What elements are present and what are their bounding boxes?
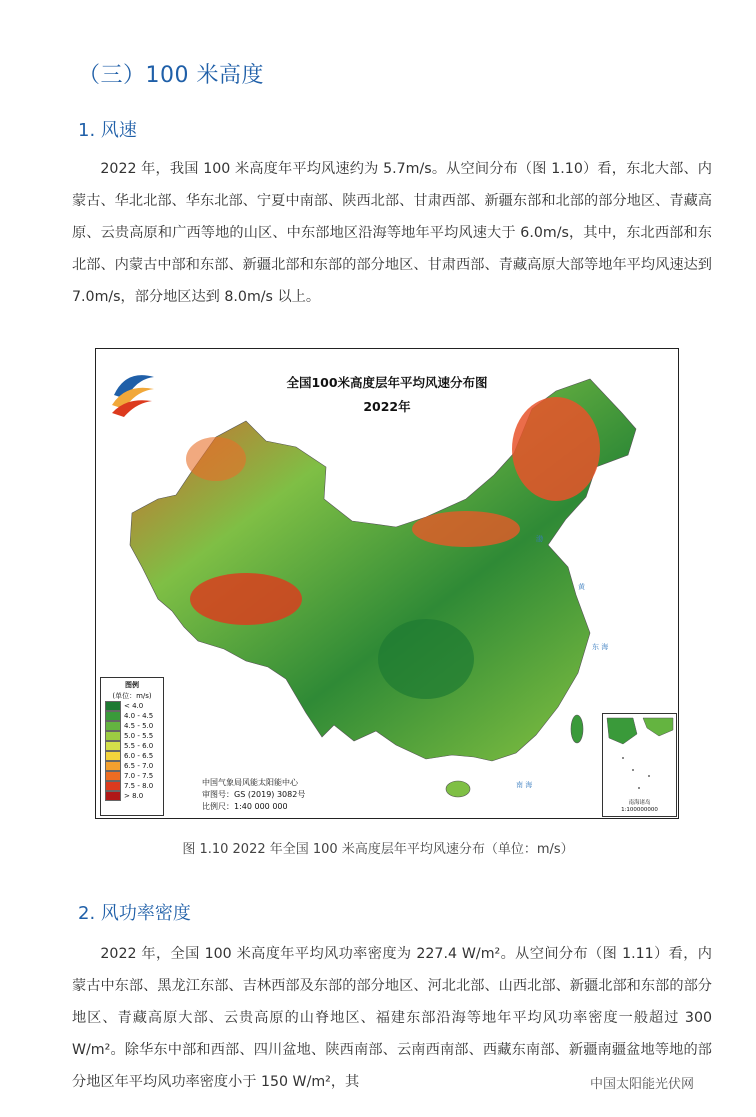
legend-item [105,781,163,791]
east-sea-label: 东 海 [592,643,609,651]
south-sea-label: 南 海 [516,781,533,789]
legend-swatch [105,731,121,741]
credit-scale: 比例尺：1:40 000 000 [202,802,288,811]
legend-swatch [105,721,121,731]
legend-label: 5.5 - 6.0 [124,742,154,750]
hainan-island [446,781,470,797]
wind-speed-heading: 1. 风速 [78,120,137,141]
legend-item [105,761,163,771]
legend-label: > 8.0 [124,792,144,800]
legend-label: 5.0 - 5.5 [124,732,154,740]
wind-speed-text: 2022 年，我国 100 米高度年平均风速约为 5.7m/s。从空间分布（图 1.10）看，东北大部、内蒙古、华北北部、华东北部、宁夏中南部、陕西北部、甘肃西部、新疆东部和北部的部分地区、青藏高原、云贵高原和广西等地的山区、中东部地区沿海等地年平均风速大于 6.0m/s，其中，东北西部和东北部、内蒙古中部和东部、新疆北部和东部的部分地区、甘肃西部、青藏高原大部等地年平均风速达到 7.0m/s，部分地区达到 8.0m/s 以上。 [72,161,712,305]
map-title: 全国100米高度层年平均风速分布图 [286,375,488,390]
low-wind-sichuan [378,619,474,699]
high-wind-inner-mongolia [412,511,520,547]
yellow-sea-label: 黄 [578,583,585,591]
legend-swatch [105,771,121,781]
legend-unit: (单位：m/s) [112,692,152,700]
legend-label: 6.0 - 6.5 [124,752,154,760]
legend-swatch [105,781,121,791]
legend-item [105,791,163,801]
legend-label: 7.5 - 8.0 [124,782,154,790]
legend-label: 6.5 - 7.0 [124,762,154,770]
watermark-text: 中国太阳能光伏网 [590,1077,695,1092]
legend-label: 7.0 - 7.5 [124,772,154,780]
legend-item [105,711,163,721]
credit-org: 中国气象局风能太阳能中心 [202,778,298,787]
high-wind-tibet [190,573,302,625]
legend-swatch [105,701,121,711]
legend-title: 图例 [125,681,139,689]
inset-name: 南海诸岛 [628,800,651,806]
legend-label: 4.0 - 4.5 [124,712,154,720]
legend-label: < 4.0 [124,702,144,710]
power-density-text: 2022 年，全国 100 米高度年平均风功率密度为 227.4 W/m²。从空间分布（图 1.11）看，内蒙古中东部、黑龙江东部、吉林西部及东部的部分地区、河北北部、山西北部、新疆北部和东部的部分地区、青藏高原大部、云贵高原的山脊地区、福建东部沿海等地年平均风功率密度一般超过 300 W/m²。除华东中部和西部、四川盆地、陕西南部、云南西南部、西藏东南部、新疆南疆盆地等地的部分地区年平均风功率密度小于 150 W/m²，其 [72,946,712,1090]
taiwan-island [571,715,583,743]
section-title: （三）100 米高度 [78,63,264,88]
map-year: 2022年 [363,399,411,414]
credit-review: 审图号：GS (2019) 3082号 [202,790,306,799]
wind-speed-map-figure [95,348,679,819]
inset-scale: 1:100000000 [621,807,658,813]
legend-item [105,741,163,751]
figure-caption: 图 1.10 2022 年全国 100 米高度层年平均风速分布（单位：m/s） [182,842,574,857]
wind-speed-paragraph [72,153,712,313]
high-wind-xinjiang [186,437,246,481]
legend-label: 4.5 - 5.0 [124,722,154,730]
inset-label [603,800,676,814]
legend-item [105,721,163,731]
legend-swatch [105,741,121,751]
legend-swatch [105,761,121,771]
bohai-label: 渤 [536,535,543,543]
map-credit [202,777,305,813]
legend-item [105,771,163,781]
map-graphic [96,349,678,818]
power-density-heading: 2. 风功率密度 [78,903,191,924]
legend-item [105,701,163,711]
legend-item [105,751,163,761]
legend-swatch [105,791,121,801]
legend-item [105,731,163,741]
legend-swatch [105,751,121,761]
map-legend [100,677,164,816]
south-china-sea-inset [602,713,677,817]
legend-rows [101,701,163,801]
legend-swatch [105,711,121,721]
